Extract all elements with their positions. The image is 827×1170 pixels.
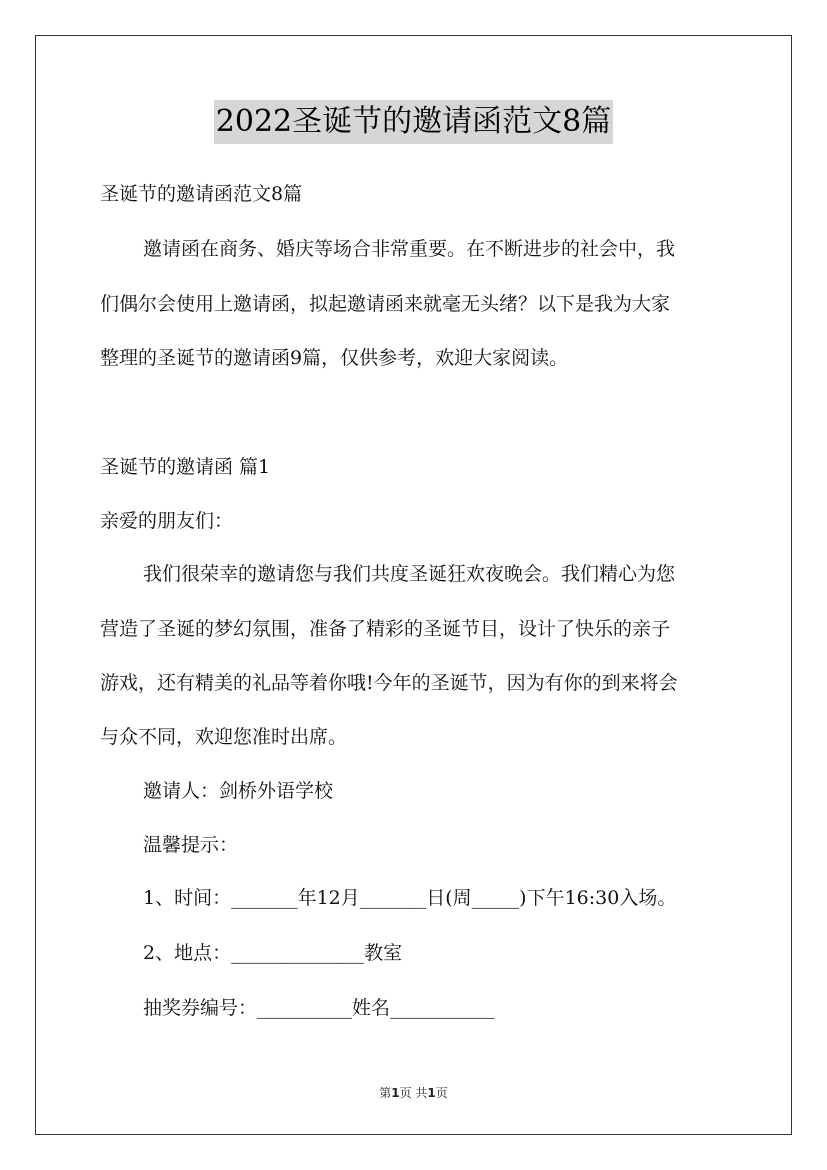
body-line-1: 我们很荣幸的邀请您与我们共度圣诞狂欢夜晚会。我们精心为您 [143,563,676,585]
footer-mid: 页 共 [399,1086,428,1100]
footer-prefix: 第 [379,1086,392,1100]
salutation: 亲爱的朋友们： [100,510,234,532]
footer-page-current: 1 [391,1086,400,1100]
document-title: 2022圣诞节的邀请函范文8篇 [214,100,613,144]
body-line-3: 游戏，还有精美的礼品等着你哦!今年的圣诞节，因为有你的到来将会 [100,672,678,694]
page-footer [0,1084,827,1101]
section-heading: 圣诞节的邀请函 篇1 [100,456,271,478]
intro-line-3: 整理的圣诞节的邀请函9篇，仅供参考，欢迎大家阅读。 [100,347,569,369]
tips-label: 温馨提示： [143,834,239,856]
subtitle: 圣诞节的邀请函范文8篇 [100,183,303,205]
intro-line-2: 们偶尔会使用上邀请函，拟起邀请函来就毫无头绪？以下是我为大家 [100,293,671,315]
body-line-4: 与众不同，欢迎您准时出席。 [100,726,348,748]
item-place: 2、地点：______________教室 [143,942,403,964]
footer-suffix: 页 [435,1086,448,1100]
ticket-line: 抽奖券编号：__________姓名___________ [143,997,495,1019]
inviter: 邀请人：剑桥外语学校 [143,780,334,802]
intro-line-1: 邀请函在商务、婚庆等场合非常重要。在不断进步的社会中，我 [143,238,676,260]
title-container [0,100,827,144]
body-line-2: 营造了圣诞的梦幻氛围，准备了精彩的圣诞节目，设计了快乐的亲子 [100,618,671,640]
item-time: 1、时间：_______年12月_______日(周_____)下午16:30入场。 [143,887,677,909]
footer-page-total: 1 [427,1086,436,1100]
